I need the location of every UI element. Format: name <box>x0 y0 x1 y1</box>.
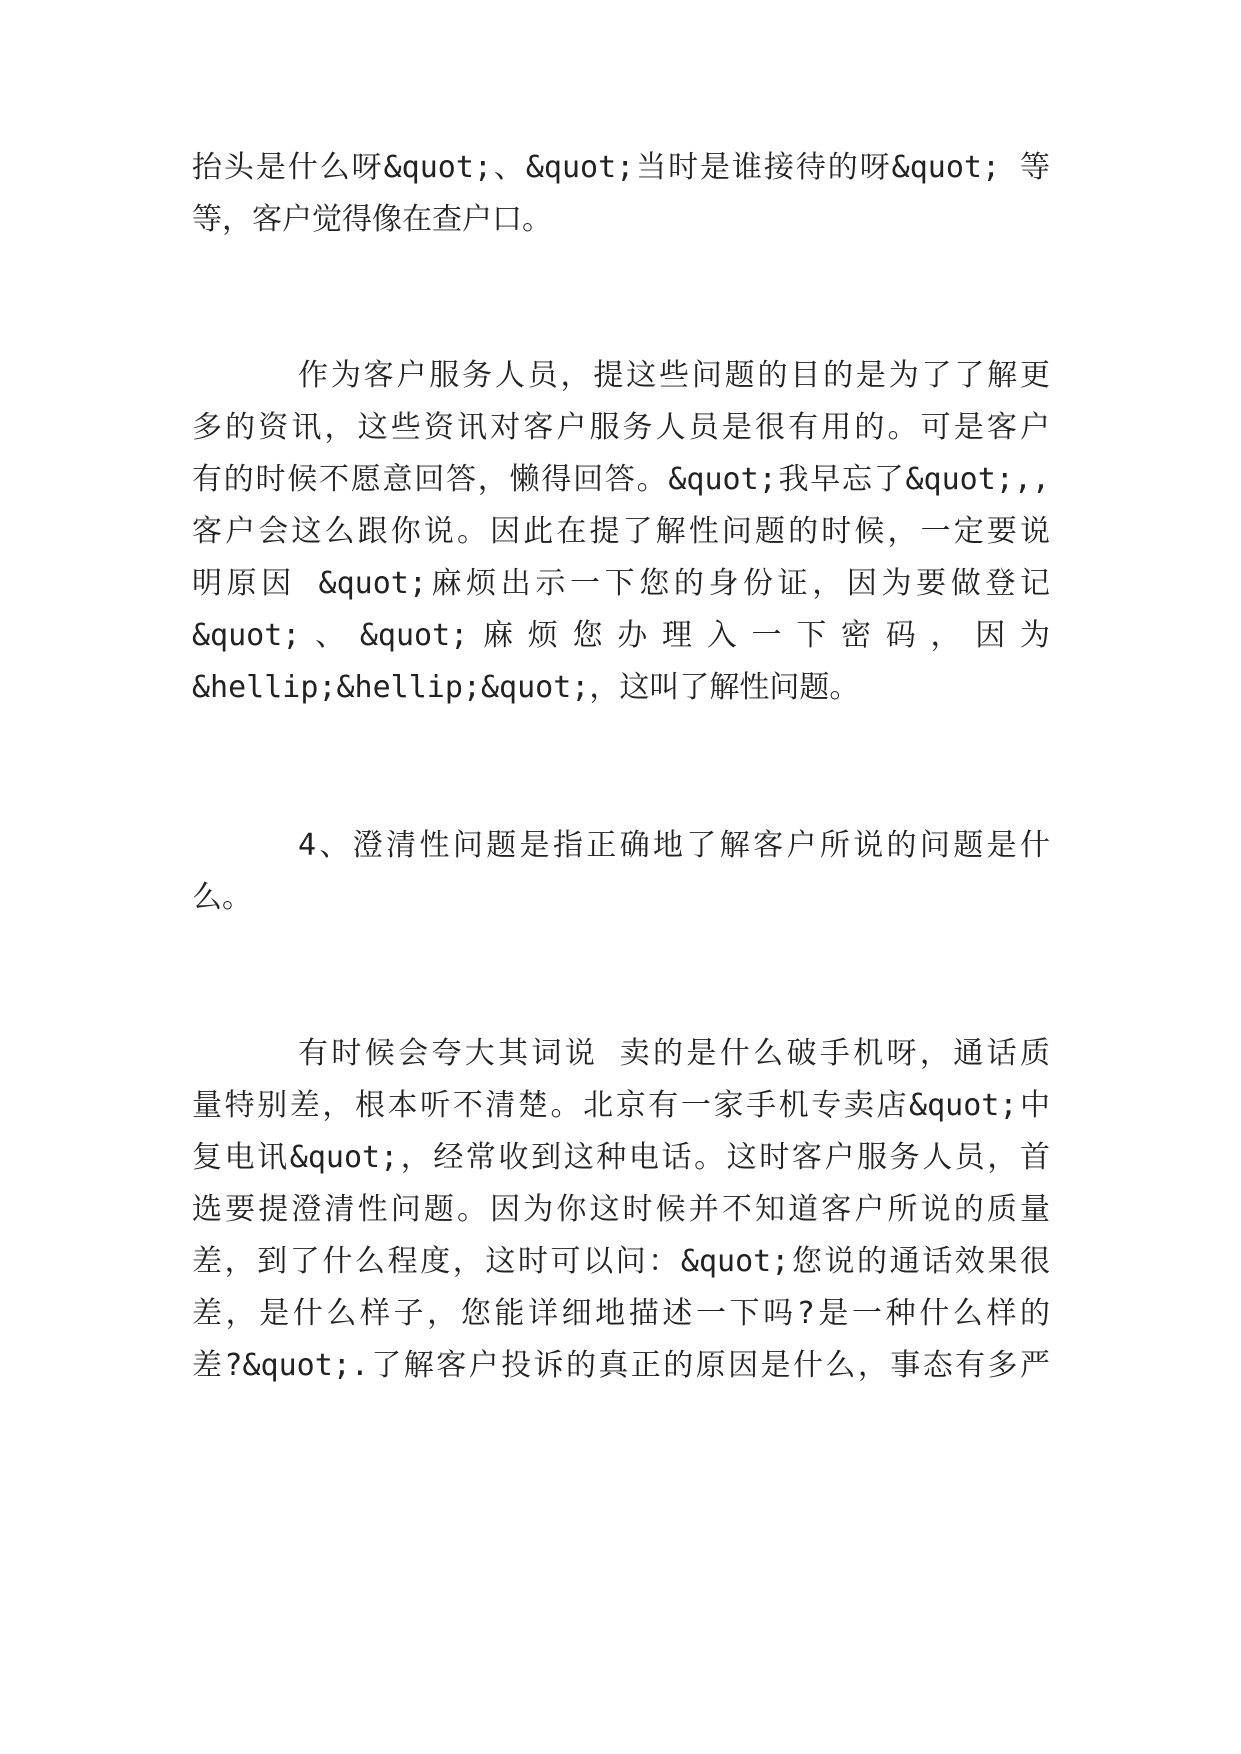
paragraph-2-line-4: 客户会这么跟你说。因此在提了解性问题的时候，一定要说 <box>192 514 1050 549</box>
paragraph-1-line-1: 抬头是什么呀&quot;、&quot;当时是谁接待的呀&quot; 等 <box>192 150 1050 185</box>
paragraph-2-line-2: 多的资讯，这些资讯对客户服务人员是很有用的。可是客户 <box>192 410 1050 445</box>
paragraph-4-line-4: 选要提澄清性问题。因为你这时候并不知道客户所说的质量 <box>192 1192 1050 1227</box>
paragraph-4-line-5: 差，到了什么程度，这时可以问：&quot;您说的通话效果很 <box>192 1244 1050 1279</box>
paragraph-2-line-1: 作为客户服务人员，提这些问题的目的是为了了解更 <box>298 358 1050 393</box>
paragraph-3-line-1: 4、澄清性问题是指正确地了解客户所说的问题是什 <box>298 828 1050 863</box>
paragraph-2-line-7: &hellip;&hellip;&quot;，这叫了解性问题。 <box>192 670 860 705</box>
paragraph-4-line-1: 有时候会夸大其词说 卖的是什么破手机呀，通话质 <box>298 1036 1050 1071</box>
paragraph-4-line-7: 差?&quot;.了解客户投诉的真正的原因是什么，事态有多严 <box>192 1348 1050 1383</box>
paragraph-4-line-6: 差，是什么样子，您能详细地描述一下吗?是一种什么样的 <box>192 1296 1050 1331</box>
paragraph-2-line-3: 有的时候不愿意回答，懒得回答。&quot;我早忘了&quot;,, <box>192 462 1050 497</box>
paragraph-2-line-6: &quot;、&quot;麻烦您办理入一下密码，因为 <box>192 618 1050 653</box>
paragraph-2-line-5: 明原因 &quot;麻烦出示一下您的身份证，因为要做登记 <box>192 566 1050 601</box>
paragraph-4-line-2: 量特别差，根本听不清楚。北京有一家手机专卖店&quot;中 <box>192 1088 1050 1123</box>
paragraph-3-line-2: 么。 <box>192 880 252 915</box>
paragraph-4-line-3: 复电讯&quot;，经常收到这种电话。这时客户服务人员，首 <box>192 1140 1050 1175</box>
paragraph-1-line-2: 等，客户觉得像在查户口。 <box>192 202 552 237</box>
